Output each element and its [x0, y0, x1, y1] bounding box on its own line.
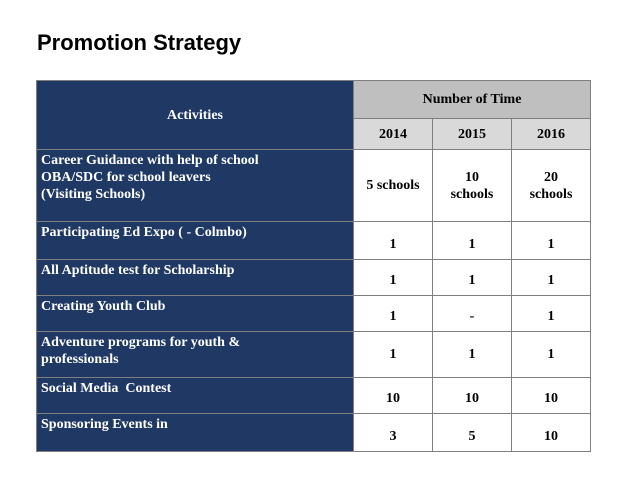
- table-row: [37, 378, 591, 414]
- value-cell: 1: [354, 222, 433, 260]
- table-row: [37, 332, 591, 378]
- value-cell: 5: [433, 414, 512, 452]
- activity-line: (Visiting Schools): [41, 187, 146, 202]
- activity-cell: Creating Youth Club: [37, 296, 354, 332]
- table-row: [37, 414, 591, 452]
- activity-cell: Social Media Contest: [37, 378, 354, 414]
- activity-line: OBA/SDC for school leavers: [41, 170, 211, 185]
- activity-line: Career Guidance with help of school: [41, 153, 259, 168]
- value-cell: 1: [512, 222, 591, 260]
- value-cell: 1: [354, 260, 433, 296]
- value-cell: 5 schools: [354, 150, 433, 222]
- activity-cell: Adventure programs for youth & professionals: [37, 332, 354, 378]
- value-cell: 3: [354, 414, 433, 452]
- value-cell: 1: [433, 332, 512, 378]
- value-cell: 1: [433, 222, 512, 260]
- slide-title: Promotion Strategy: [37, 30, 242, 55]
- table-row: [37, 260, 591, 296]
- table-row: [37, 296, 591, 332]
- year-header-2015: 2015: [433, 119, 512, 150]
- activity-cell: Participating Ed Expo ( - Colmbo): [37, 222, 354, 260]
- promotion-strategy-table: [36, 80, 591, 452]
- value-cell: 10 schools: [433, 150, 512, 222]
- value-cell: 1: [512, 260, 591, 296]
- value-cell: 1: [433, 260, 512, 296]
- value-cell: 20 schools: [512, 150, 591, 222]
- table-row: [37, 150, 591, 222]
- value-cell: -: [433, 296, 512, 332]
- activity-cell: Sponsoring Events in: [37, 414, 354, 452]
- value-cell: 10: [512, 378, 591, 414]
- value-cell: 1: [354, 296, 433, 332]
- value-cell: 10: [512, 414, 591, 452]
- value-cell: 10: [433, 378, 512, 414]
- value-cell: 1: [354, 332, 433, 378]
- value-cell: 1: [512, 296, 591, 332]
- year-header-2014: 2014: [354, 119, 433, 150]
- number-of-time-header: Number of Time: [354, 81, 591, 119]
- activity-cell: [37, 150, 354, 222]
- value-cell: 10: [354, 378, 433, 414]
- year-header-2016: 2016: [512, 119, 591, 150]
- activity-cell: All Aptitude test for Scholarship: [37, 260, 354, 296]
- table-row: [37, 222, 591, 260]
- activities-header: Activities: [37, 81, 354, 150]
- value-cell: 1: [512, 332, 591, 378]
